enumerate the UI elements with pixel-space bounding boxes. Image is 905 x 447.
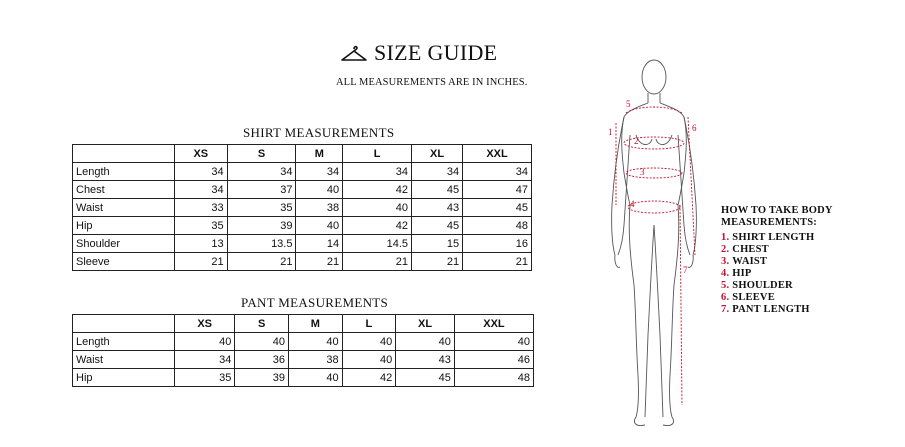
table-row xyxy=(73,163,532,181)
row-label: Waist xyxy=(73,199,175,217)
table-cell: 21 xyxy=(175,253,228,271)
header-cell-size: M xyxy=(296,145,343,163)
figure-left-torso xyxy=(622,103,648,205)
table-cell: 14.5 xyxy=(343,235,412,253)
table-cell: 47 xyxy=(463,181,532,199)
table-row xyxy=(73,369,534,387)
item-text: PANT LENGTH xyxy=(732,304,810,315)
header-cell-size: XS xyxy=(175,315,235,333)
instructions-title-line1: HOW TO TAKE BODY xyxy=(721,205,833,216)
header-cell-size: XS xyxy=(175,145,228,163)
table-cell: 45 xyxy=(412,181,463,199)
item-number: 2. xyxy=(721,244,730,255)
item-number: 7. xyxy=(721,304,730,315)
table-cell: 16 xyxy=(463,235,532,253)
table-row xyxy=(73,235,532,253)
list-item xyxy=(721,292,891,304)
pant-table-title: PANT MEASUREMENTS xyxy=(241,295,389,310)
list-item xyxy=(721,256,891,268)
item-text: SHOULDER xyxy=(732,280,793,291)
size-guide-header xyxy=(340,38,530,68)
item-text: SHIRT LENGTH xyxy=(732,232,815,243)
marker-line-sleeve xyxy=(688,117,695,255)
item-text: WAIST xyxy=(732,256,768,267)
marker-label: 6 xyxy=(692,123,697,133)
table-cell: 43 xyxy=(396,351,455,369)
table-cell: 34 xyxy=(175,181,228,199)
list-item xyxy=(721,268,891,280)
table-cell: 38 xyxy=(296,199,343,217)
table-cell: 35 xyxy=(227,199,296,217)
table-cell: 40 xyxy=(235,333,289,351)
list-item xyxy=(721,232,891,244)
marker-label: 2 xyxy=(634,136,639,146)
marker-label: 1 xyxy=(608,127,613,137)
item-number: 6. xyxy=(721,292,730,303)
table-cell: 40 xyxy=(289,333,343,351)
marker-line-pant-length xyxy=(680,205,682,405)
header-cell-size: S xyxy=(235,315,289,333)
table-row xyxy=(73,333,534,351)
marker-label: 4 xyxy=(630,199,635,209)
figure-left-arm xyxy=(612,117,630,255)
table-row xyxy=(73,351,534,369)
row-label: Length xyxy=(73,163,175,181)
row-label: Waist xyxy=(73,351,175,369)
row-label: Sleeve xyxy=(73,253,175,271)
header-cell-size: XL xyxy=(396,315,455,333)
table-cell: 21 xyxy=(463,253,532,271)
table-cell: 34 xyxy=(343,163,412,181)
table-cell: 45 xyxy=(412,217,463,235)
table-cell: 34 xyxy=(412,163,463,181)
pant-measurements-table xyxy=(72,314,534,387)
page-title: SIZE GUIDE xyxy=(374,40,498,65)
table-cell: 34 xyxy=(175,163,228,181)
table-row xyxy=(73,253,532,271)
table-cell: 48 xyxy=(463,217,532,235)
table-cell: 42 xyxy=(343,181,412,199)
table-row xyxy=(73,217,532,235)
item-text: HIP xyxy=(732,268,752,279)
table-cell: 38 xyxy=(289,351,343,369)
figure-inner-legs xyxy=(645,225,663,417)
table-header-row xyxy=(73,315,534,333)
table-cell: 21 xyxy=(412,253,463,271)
figure-hands xyxy=(615,255,693,267)
table-cell: 40 xyxy=(454,333,533,351)
hanger-icon xyxy=(340,43,368,63)
table-cell: 48 xyxy=(454,369,533,387)
table-cell: 40 xyxy=(396,333,455,351)
table-cell: 40 xyxy=(296,217,343,235)
table-cell: 40 xyxy=(342,351,396,369)
header-cell-empty xyxy=(73,315,175,333)
figure-right-torso xyxy=(660,103,686,205)
header-cell-size: XL xyxy=(412,145,463,163)
header-cell-size: XXL xyxy=(463,145,532,163)
header-cell-empty xyxy=(73,145,175,163)
header-cell-size: S xyxy=(227,145,296,163)
figure-neck xyxy=(648,93,660,103)
table-cell: 21 xyxy=(296,253,343,271)
header-cell-size: L xyxy=(343,145,412,163)
item-number: 1. xyxy=(721,232,730,243)
table-cell: 21 xyxy=(343,253,412,271)
row-label: Hip xyxy=(73,217,175,235)
table-header-row xyxy=(73,145,532,163)
measurement-instructions xyxy=(721,205,891,316)
table-cell: 34 xyxy=(175,351,235,369)
table-cell: 36 xyxy=(235,351,289,369)
marker-line-hip xyxy=(628,201,680,213)
table-cell: 13.5 xyxy=(227,235,296,253)
marker-line-waist xyxy=(626,168,682,178)
table-cell: 40 xyxy=(175,333,235,351)
item-text: CHEST xyxy=(732,244,769,255)
list-item xyxy=(721,280,891,292)
instructions-list xyxy=(721,232,891,316)
table-cell: 34 xyxy=(463,163,532,181)
table-cell: 40 xyxy=(296,181,343,199)
table-cell: 34 xyxy=(227,163,296,181)
list-item xyxy=(721,304,891,316)
table-cell: 46 xyxy=(454,351,533,369)
item-text: SLEEVE xyxy=(732,292,775,303)
table-cell: 42 xyxy=(342,369,396,387)
table-cell: 33 xyxy=(175,199,228,217)
row-label: Length xyxy=(73,333,175,351)
table-cell: 42 xyxy=(343,217,412,235)
item-number: 4. xyxy=(721,268,730,279)
table-cell: 40 xyxy=(289,369,343,387)
row-label: Hip xyxy=(73,369,175,387)
item-number: 5. xyxy=(721,280,730,291)
figure-bust xyxy=(636,135,672,145)
figure-right-leg-outer xyxy=(670,205,679,417)
table-cell: 40 xyxy=(342,333,396,351)
shirt-table-title: SHIRT MEASUREMENTS xyxy=(243,125,395,140)
table-cell: 39 xyxy=(235,369,289,387)
body-figure-illustration xyxy=(598,55,708,430)
header-cell-size: L xyxy=(342,315,396,333)
body-measurement-figure xyxy=(598,55,708,430)
instructions-title-line2: MEASUREMENTS: xyxy=(721,217,817,228)
table-cell: 35 xyxy=(175,217,228,235)
page-subtitle: ALL MEASUREMENTS ARE IN INCHES. xyxy=(336,77,528,88)
figure-feet xyxy=(634,417,673,426)
marker-line-chest xyxy=(624,137,684,149)
table-cell: 21 xyxy=(227,253,296,271)
shirt-measurements-table xyxy=(72,144,532,271)
header-cell-size: XXL xyxy=(454,315,533,333)
list-item xyxy=(721,244,891,256)
table-cell: 35 xyxy=(175,369,235,387)
row-label: Chest xyxy=(73,181,175,199)
figure-left-leg-outer xyxy=(629,205,638,417)
table-cell: 34 xyxy=(296,163,343,181)
table-cell: 13 xyxy=(175,235,228,253)
item-number: 3. xyxy=(721,256,730,267)
marker-label: 3 xyxy=(640,167,645,177)
table-cell: 14 xyxy=(296,235,343,253)
marker-line-shoulder xyxy=(626,107,682,113)
marker-label: 7 xyxy=(683,265,688,275)
table-row xyxy=(73,199,532,217)
table-cell: 40 xyxy=(343,199,412,217)
table-cell: 37 xyxy=(227,181,296,199)
figure-head xyxy=(642,60,666,94)
table-cell: 45 xyxy=(396,369,455,387)
header-cell-size: M xyxy=(289,315,343,333)
table-cell: 43 xyxy=(412,199,463,217)
table-cell: 15 xyxy=(412,235,463,253)
table-cell: 39 xyxy=(227,217,296,235)
table-row xyxy=(73,181,532,199)
marker-label: 5 xyxy=(626,99,631,109)
row-label: Shoulder xyxy=(73,235,175,253)
table-cell: 45 xyxy=(463,199,532,217)
